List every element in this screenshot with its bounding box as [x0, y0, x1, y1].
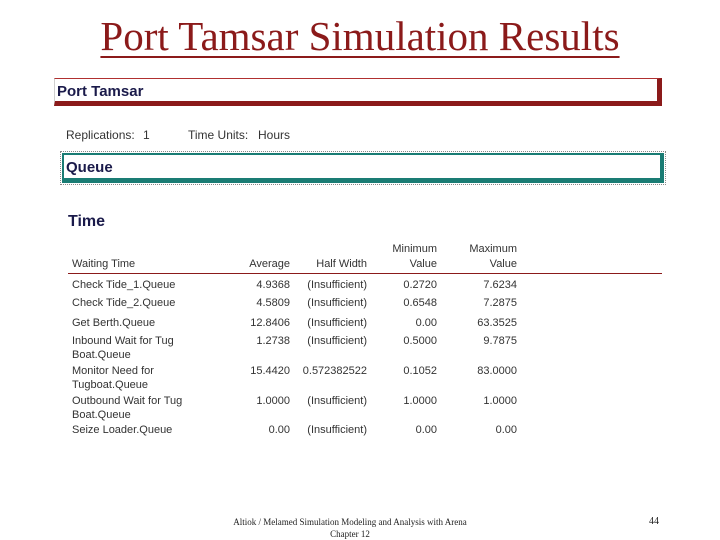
- col-waiting-time: Waiting Time: [72, 258, 136, 270]
- row-half-width: (Insufficient): [307, 424, 367, 436]
- row-minimum: 0.6548: [403, 297, 437, 309]
- footer-citation: [210, 516, 490, 540]
- time-units-value: Hours: [258, 128, 291, 142]
- row-minimum: 0.1052: [403, 365, 437, 377]
- model-name: Port Tamsar: [57, 83, 144, 100]
- model-name-banner: [54, 78, 662, 106]
- slide-title: Port Tamsar Simulation Results: [100, 13, 620, 59]
- col-minimum: Minimum: [392, 243, 437, 255]
- row-half-width: (Insufficient): [307, 395, 367, 407]
- section-title: Queue: [66, 159, 113, 176]
- row-average: 4.9368: [256, 279, 290, 291]
- col-maximum: Maximum: [469, 243, 517, 255]
- row-name: Seize Loader.Queue: [72, 424, 173, 436]
- row-name: Check Tide_1.Queue: [72, 279, 176, 291]
- row-average: 4.5809: [256, 297, 290, 309]
- row-average: 1.2738: [256, 335, 290, 347]
- row-average: 12.8406: [250, 317, 290, 329]
- page-number: 44: [649, 516, 659, 527]
- header-rule: [68, 273, 662, 274]
- row-average: 15.4420: [250, 365, 290, 377]
- row-name-continued: Boat.Queue: [72, 349, 131, 361]
- footer-line-2: Chapter 12: [330, 529, 370, 539]
- row-minimum: 0.2720: [403, 279, 437, 291]
- row-maximum: 0.00: [495, 424, 517, 436]
- row-maximum: 63.3525: [477, 317, 517, 329]
- col-average: Average: [249, 258, 290, 270]
- row-maximum: 83.0000: [477, 365, 517, 377]
- row-name: Check Tide_2.Queue: [72, 297, 176, 309]
- col-minimum-value: Value: [409, 258, 437, 270]
- time-units-label: Time Units:: [188, 128, 249, 142]
- row-name: Monitor Need for: [72, 365, 154, 377]
- row-average: 1.0000: [256, 395, 290, 407]
- row-minimum: 1.0000: [403, 395, 437, 407]
- queue-section-banner: [62, 153, 664, 183]
- row-half-width: (Insufficient): [307, 317, 367, 329]
- row-name: Get Berth.Queue: [72, 317, 156, 329]
- row-name-continued: Boat.Queue: [72, 409, 131, 421]
- row-minimum: 0.00: [415, 317, 437, 329]
- row-average: 0.00: [268, 424, 290, 436]
- row-maximum: 1.0000: [483, 395, 517, 407]
- replications-value: 1: [143, 128, 150, 142]
- row-minimum: 0.5000: [403, 335, 437, 347]
- row-name-continued: Tugboat.Queue: [72, 379, 149, 391]
- subsection-title: Time: [68, 213, 106, 230]
- replications-label: Replications:: [66, 128, 135, 142]
- row-maximum: 9.7875: [483, 335, 517, 347]
- row-half-width: (Insufficient): [307, 335, 367, 347]
- row-maximum: 7.6234: [483, 279, 517, 291]
- row-name: Outbound Wait for Tug: [72, 395, 183, 407]
- row-half-width: 0.572382522: [302, 365, 367, 377]
- row-minimum: 0.00: [415, 424, 437, 436]
- row-half-width: (Insufficient): [307, 279, 367, 291]
- row-name: Inbound Wait for Tug: [72, 335, 174, 347]
- col-maximum-value: Value: [489, 258, 517, 270]
- col-half-width: Half Width: [316, 258, 367, 270]
- footer-line-1: Altiok / Melamed Simulation Modeling and Analysis with Arena: [233, 517, 467, 527]
- row-maximum: 7.2875: [483, 297, 517, 309]
- row-half-width: (Insufficient): [307, 297, 367, 309]
